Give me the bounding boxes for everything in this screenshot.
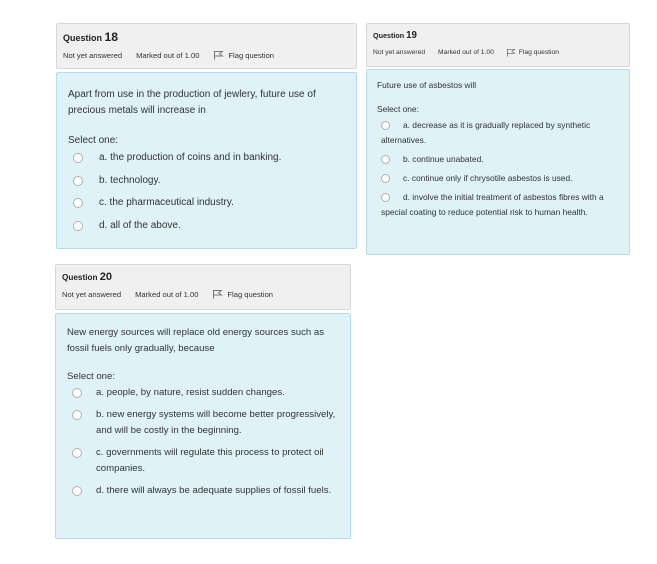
answer-option-a[interactable]: a. the production of coins and in banking. [73, 152, 346, 175]
answer-option-d[interactable]: d. there will always be adequate supplies of fossil fuels. [72, 483, 342, 499]
flag-question-link[interactable]: Flag question [212, 289, 273, 299]
flag-icon [212, 289, 223, 299]
radio-button[interactable] [73, 198, 83, 208]
question-number: Question 20 [62, 271, 113, 283]
question-meta [63, 50, 356, 60]
radio-button[interactable] [73, 221, 83, 231]
answer-option-b[interactable]: b. technology. [73, 175, 346, 198]
question-text: New energy sources will replace old energy sources such as fossil fuels only gradually, because [67, 327, 325, 354]
question-marks: Marked out of 1.00 [135, 289, 199, 299]
answer-option-c[interactable]: c. governments will regulate this process to protect oil companies. [72, 445, 342, 477]
question-info [55, 264, 351, 310]
select-one-prompt: Select one: [68, 135, 119, 146]
question-number: Question 18 [63, 30, 119, 44]
flag-question-link[interactable]: Flag question [213, 50, 274, 60]
select-one-prompt: Select one: [377, 104, 419, 114]
flag-icon [506, 48, 516, 57]
select-one-prompt: Select one: [67, 371, 116, 382]
answer-option-b[interactable]: b. new energy systems will become better progressively, and will be costly in the beginning. [72, 407, 342, 439]
question-text: Apart from use in the production of jewlery, future use of precious metals will increase in [68, 89, 316, 116]
question-meta [62, 289, 350, 299]
answer-option-d[interactable]: d. all of the above. [73, 220, 346, 243]
answer-option-c[interactable]: c. the pharmaceutical industry. [73, 197, 346, 220]
question-marks: Marked out of 1.00 [438, 49, 494, 56]
radio-button[interactable] [72, 448, 82, 458]
answer-option-b[interactable]: b. continue unabated. [381, 152, 621, 167]
radio-button[interactable] [73, 176, 83, 186]
question-content [366, 69, 630, 255]
flag-icon [213, 50, 224, 60]
question-marks: Marked out of 1.00 [136, 50, 200, 60]
question-content [56, 72, 357, 249]
radio-button[interactable] [72, 388, 82, 398]
radio-button[interactable] [73, 153, 83, 163]
radio-button[interactable] [72, 410, 82, 420]
question-info [366, 23, 630, 67]
answer-options [67, 385, 342, 499]
answer-option-d[interactable]: d. involve the initial treatment of asbestos fibres with a special coating to reduce potential risk to human health. [381, 192, 604, 217]
question-status: Not yet answered [63, 50, 123, 60]
question-content [55, 313, 351, 539]
answer-option-a[interactable]: a. decrease as it is gradually replaced by synthetic alternatives. [381, 120, 591, 145]
answer-options [377, 118, 621, 220]
question-status: Not yet answered [62, 289, 122, 299]
question-number: Question 19 [373, 30, 417, 41]
question-status: Not yet answered [373, 49, 426, 56]
question-meta [373, 48, 629, 57]
answer-options [68, 152, 346, 242]
question-text: Future use of asbestos will [377, 80, 477, 90]
question-info [56, 23, 357, 69]
flag-question-link[interactable]: Flag question [506, 48, 559, 57]
answer-option-c[interactable]: c. continue only if chrysotile asbestos is used. [381, 171, 621, 186]
radio-button[interactable] [72, 486, 82, 496]
answer-option-a[interactable]: a. people, by nature, resist sudden changes. [72, 385, 342, 401]
